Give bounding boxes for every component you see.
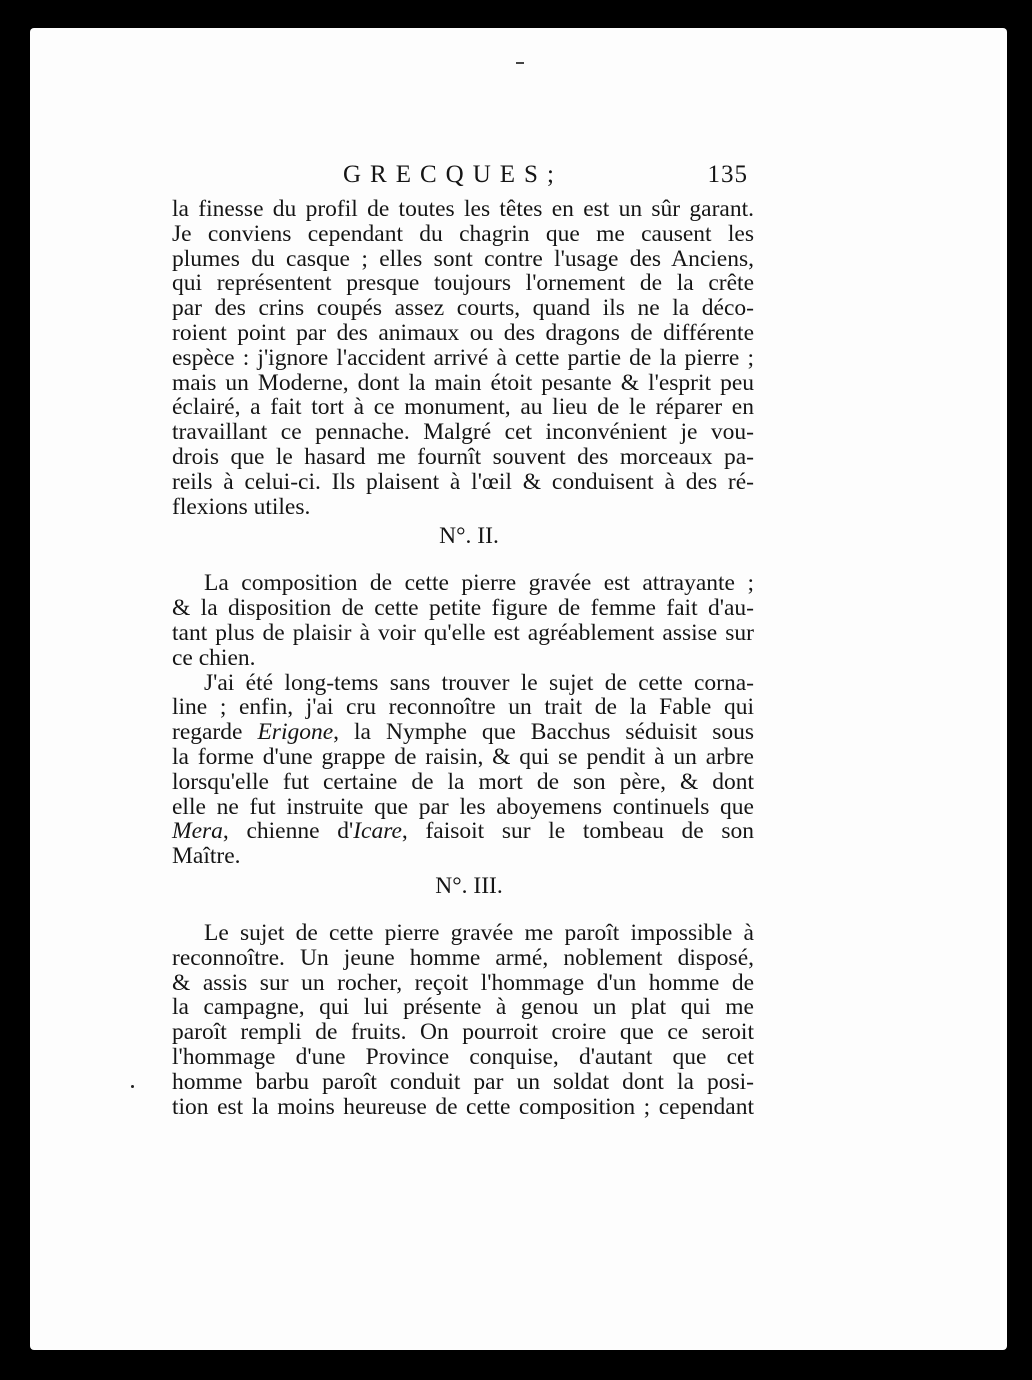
text-line: Je conviens cependant du chagrin que me causent les — [172, 220, 754, 247]
text-line: homme barbu paroît conduit par un soldat dont la posi- — [172, 1068, 754, 1095]
text-line: qui représentent presque toujours l'ornement de la crête — [172, 270, 754, 297]
text-line: & assis sur un rocher, reçoit l'hommage d'un homme de — [172, 969, 754, 996]
scan-dot — [131, 1085, 134, 1088]
text-line: reils à celui-ci. Ils plaisent à l'œil & conduisent à des ré- — [172, 468, 754, 495]
text-line: la campagne, qui lui présente à genou un plat qui me — [172, 994, 754, 1021]
italic-name: Erigone — [257, 719, 334, 746]
text-line: par des crins coupés assez courts, quand ils ne la déco- — [172, 295, 754, 322]
text-line: ce chien. — [172, 644, 256, 671]
text-line: lorsqu'elle fut certaine de la mort de son père, & dont — [172, 768, 754, 795]
text-line: travaillant ce pennache. Malgré cet inconvénient je vou- — [172, 419, 754, 446]
italic-name: Mera — [172, 818, 223, 845]
text-line: la forme d'une grappe de raisin, & qui se pendit à un arbre — [172, 743, 754, 770]
text-run: , faisoit sur le tombeau de son — [401, 818, 754, 845]
text-line: reconnoître. Un jeune homme armé, noblement disposé, — [172, 944, 754, 971]
section-heading-2: N°. II. — [439, 523, 499, 550]
paragraph-3 — [172, 921, 754, 1119]
text-line: l'hommage d'une Province conquise, d'autant que cet — [172, 1043, 754, 1070]
text-line: drois que le hasard me fournît souvent des morceaux pa- — [172, 443, 754, 470]
text-line: mais un Moderne, dont la main étoit pesante & l'esprit peu — [172, 369, 754, 396]
text-line — [172, 819, 754, 844]
text-block — [172, 159, 754, 1119]
book-page — [30, 28, 1007, 1350]
text-line: line ; enfin, j'ai cru reconnoître un trait de la Fable qui — [172, 694, 754, 721]
text-line: plumes du casque ; elles sont contre l'usage des Anciens, — [172, 245, 754, 272]
text-line: J'ai été long-tems sans trouver le sujet de cette corna- — [204, 669, 754, 696]
text-line: & la disposition de cette petite figure de femme fait d'au- — [172, 595, 754, 622]
text-line: elle ne fut instruite que par les aboyemens continuels que — [172, 793, 754, 820]
text-run: regarde — [172, 719, 258, 746]
running-title: GRECQUES; — [343, 161, 563, 188]
italic-name: Icare — [353, 818, 402, 845]
text-line: flexions utiles. — [172, 493, 311, 520]
text-line: Le sujet de cette pierre gravée me paroît impossible à — [204, 919, 754, 946]
text-run: , chienne d' — [222, 818, 354, 845]
paragraph-2b — [172, 671, 754, 869]
section-heading-3: N°. III. — [435, 872, 503, 899]
text-line: éclairé, a fait tort à ce monument, au lieu de le réparer en — [172, 394, 754, 421]
running-head — [172, 159, 754, 197]
text-line: la finesse du profil de toutes les têtes en est un sûr garant. — [172, 196, 754, 222]
text-line: La composition de cette pierre gravée est attrayante ; — [204, 570, 754, 597]
text-line — [172, 720, 754, 745]
scan-mark — [516, 62, 524, 64]
text-line: tion est la moins heureuse de cette composition ; cependant — [172, 1093, 754, 1120]
text-line: paroît rempli de fruits. On pourroit croire que ce seroit — [172, 1019, 754, 1046]
paragraph-2a — [172, 571, 754, 670]
text-line: espèce : j'ignore l'accident arrivé à cette partie de la pierre ; — [172, 344, 754, 371]
page-number: 135 — [707, 161, 748, 188]
text-run: , la Nymphe que Bacchus séduisit sous — [333, 719, 754, 746]
text-line: roient point par des animaux ou des dragons de différente — [172, 319, 754, 346]
paragraph-1 — [172, 197, 754, 519]
text-line: Maître. — [172, 843, 241, 870]
text-line: tant plus de plaisir à voir qu'elle est agréablement assise sur — [172, 619, 754, 646]
